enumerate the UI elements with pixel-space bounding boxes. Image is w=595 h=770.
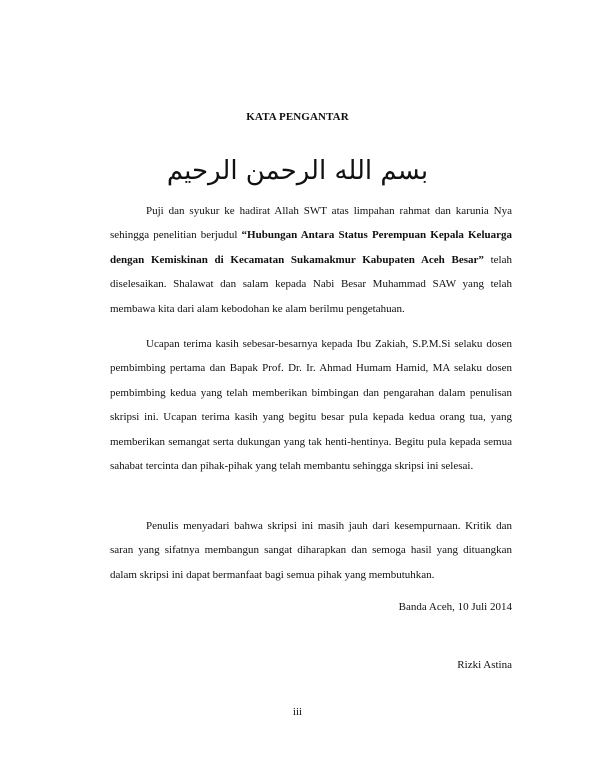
- paragraph-closing: [110, 514, 512, 587]
- paragraph-outro-text: telah diselesaikan. Shalawat dan salam kepada Nabi Besar Muhammad SAW yang telah membawa kita dari alam kebodohan ke alam berilmu pengetahuan.: [110, 253, 512, 315]
- paragraph-thanks-text: Ucapan terima kasih sebesar-besarnya kepada Ibu Zakiah, S.P.M.Si selaku dosen pembimbing pertama dan Bapak Prof. Dr. Ir. Ahmad Humam Hamid, MA selaku dosen pembimbing kedua yang telah memberikan bimbingan dan pengarahan dalam penulisan skripsi ini. Ucapan terima kasih yang begitu besar pula kepada kedua orang tua, yang memberikan semangat serta dukungan yang tak henti-hentinya. Begitu pula kepada semua sahabat tercinta dan pihak-pihak yang telah membantu sehingga skripsi ini selesai.: [110, 338, 512, 473]
- paragraph-closing-text: Penulis menyadari bahwa skripsi ini masih jauh dari kesempurnaan. Kritik dan saran yang sifatnya membangun sangat diharapkan dan semoga hasil yang dituangkan dalam skripsi ini dapat bermanfaat bagi semua pihak yang membutuhkan.: [110, 520, 512, 581]
- basmala-calligraphy: بسم الله الرحمن الرحيم: [166, 156, 429, 186]
- thesis-title: “Hubungan Antara Status Perempuan Kepala Keluarga dengan Kemiskinan di Kecamatan Sukamakmur Kabupaten Aceh Besar”: [110, 229, 512, 266]
- place-date: Banda Aceh, 10 Juli 2014: [398, 601, 512, 613]
- page-number: iii: [292, 706, 303, 718]
- paragraph-thanks: [110, 332, 512, 478]
- author-name: Rizki Astina: [457, 659, 512, 671]
- paragraph-intro-text: Puji dan syukur ke hadirat Allah SWT atas limpahan rahmat dan karunia Nya sehingga penelitian berjudul: [110, 205, 512, 242]
- page-title: KATA PENGANTAR: [246, 111, 349, 123]
- paragraph-acknowledgement-intro: [110, 199, 512, 321]
